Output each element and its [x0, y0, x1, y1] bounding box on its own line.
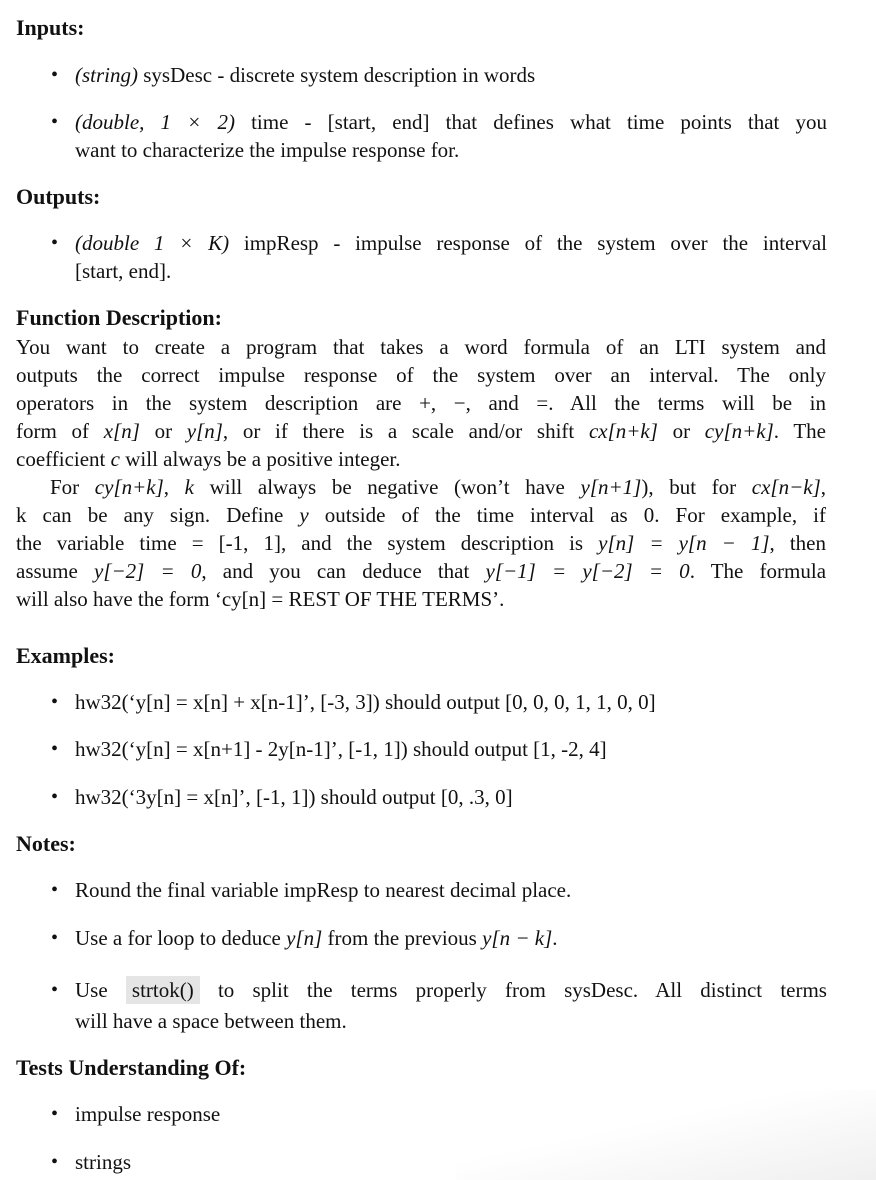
output-desc-cont: [start, end].	[75, 259, 172, 283]
bullet-icon: •	[51, 111, 59, 133]
corner-shadow	[456, 1090, 876, 1180]
bullet-icon: •	[51, 232, 59, 254]
output-desc: - impulse response of the system over the interval	[318, 231, 828, 255]
output-type: (double 1 × K)	[75, 231, 230, 255]
input-desc: - discrete system description in words	[212, 63, 536, 87]
function-description-paragraph-1: You want to create a program that takes a word formula of an LTI system and outputs the correct impulse response of the system over an interval. The only operators in the system description are +, −, and =. All the terms will be in form of x[n] or y[n], or if there is a scale and/or shift cx[n+k] or cy[n+k]. The coefficient c will always be a positive integer.	[16, 335, 826, 471]
input-name: sysDesc	[143, 63, 213, 87]
outputs-heading: Outputs:	[16, 184, 101, 209]
inputs-heading: Inputs:	[16, 15, 85, 40]
tests-heading: Tests Understanding Of:	[16, 1055, 247, 1080]
examples-heading: Examples:	[16, 643, 115, 668]
bullet-icon: •	[51, 1103, 59, 1125]
input-type: (double, 1 × 2)	[75, 110, 235, 134]
bullet-icon: •	[51, 738, 59, 760]
notes-heading: Notes:	[16, 831, 76, 856]
input-desc: - [start, end] that defines what time points that you	[288, 110, 828, 134]
bullet-icon: •	[51, 879, 59, 901]
output-name: impResp	[243, 231, 319, 255]
bullet-icon: •	[51, 927, 59, 949]
input-type: (string)	[75, 63, 138, 87]
bullet-icon: •	[51, 979, 59, 1001]
input-desc-cont: want to characterize the impulse response for.	[75, 138, 460, 162]
bullet-icon: •	[51, 64, 59, 86]
input-name: time	[251, 110, 289, 134]
function-description-paragraph-2: For cy[n+k], k will always be negative (won’t have y[n+1]), but for cx[n−k], k can be any sign. Define y outside of the time interval as 0. For example, if the variable time = [-1, 1], and the system description is y[n] = y[n − 1], then assume y[−2] = 0, and you can deduce that y[−1] = y[−2] = 0. The formula will also have the form ‘cy[n] = REST OF THE TERMS’.	[16, 475, 827, 611]
bullet-icon: •	[51, 786, 59, 808]
bullet-icon: •	[51, 691, 59, 713]
function-description-heading: Function Description:	[16, 305, 222, 330]
bullet-icon: •	[51, 1151, 59, 1173]
strtok-code-snippet: strtok()	[126, 976, 200, 1004]
